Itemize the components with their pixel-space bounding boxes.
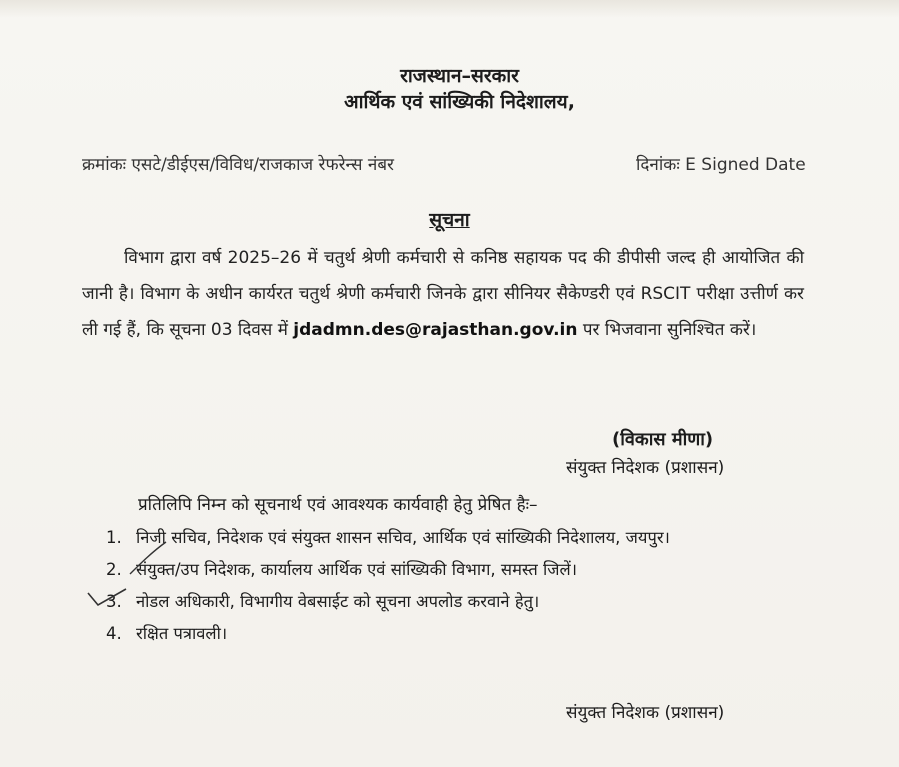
notice-body [82, 240, 804, 348]
copy-to-list [106, 522, 670, 650]
signatory-designation: संयुक्त निदेशक (प्रशासन) [566, 458, 725, 478]
list-item: 3. नोडल अधिकारी, विभागीय वेबसाईट को सूचना अपलोड करवाने हेतु। [106, 592, 540, 611]
page-edge-shadow [0, 0, 899, 18]
handwritten-tick-mark [86, 583, 130, 609]
list-item: 1. निजी सचिव, निदेशक एवं संयुक्त शासन सचिव, आर्थिक एवं सांख्यिकी निदेशालय, जयपुर। [106, 528, 670, 547]
list-item: 2. संयुक्त/उप निदेशक, कार्यालय आर्थिक एवं सांख्यिकी विभाग, समस्त जिलें। [106, 560, 577, 579]
reference-number: क्रमांकः एसटे/डीईएस/विविध/राजकाज रेफरेन्स नंबर [82, 155, 394, 175]
notice-subject: सूचना [429, 209, 470, 231]
list-item: 4. रक्षित पत्रावली। [106, 624, 228, 643]
body-text: विभाग द्वारा वर्ष 2025–26 में चतुर्थ श्रेणी कर्मचारी से कनिष्ठ सहायक पद की डीपीसी जल्द ही आयोजित की जानी है। विभाग के अधीन कार्यरत चतुर्थ श्रेणी कर्मचारी जिनके द्वारा सीनियर सैकेण्डरी एवं RSCIT परीक्षा उत्तीर्ण कर ली गई हैं, कि सूचना 03 दिवस में [82, 248, 804, 340]
signatory-name: (विकास मीणा) [612, 429, 714, 450]
copy-to-intro: प्रतिलिपि निम्न को सूचनार्थ एवं आवश्यक कार्यवाही हेतु प्रेषित हैः– [138, 495, 538, 515]
handwritten-strike-mark [128, 540, 168, 576]
footer-signatory: संयुक्त निदेशक (प्रशासन) [566, 703, 725, 723]
government-title: राजस्थान–सरकार [400, 65, 519, 87]
email-address: jdadmn.des@rajasthan.gov.in [293, 320, 578, 340]
body-tail: पर भिजवाना सुनिश्चित करें। [582, 320, 757, 340]
directorate-title: आर्थिक एवं सांख्यिकी निदेशालय, [344, 91, 575, 113]
reference-date: दिनांकः E Signed Date [636, 155, 806, 175]
